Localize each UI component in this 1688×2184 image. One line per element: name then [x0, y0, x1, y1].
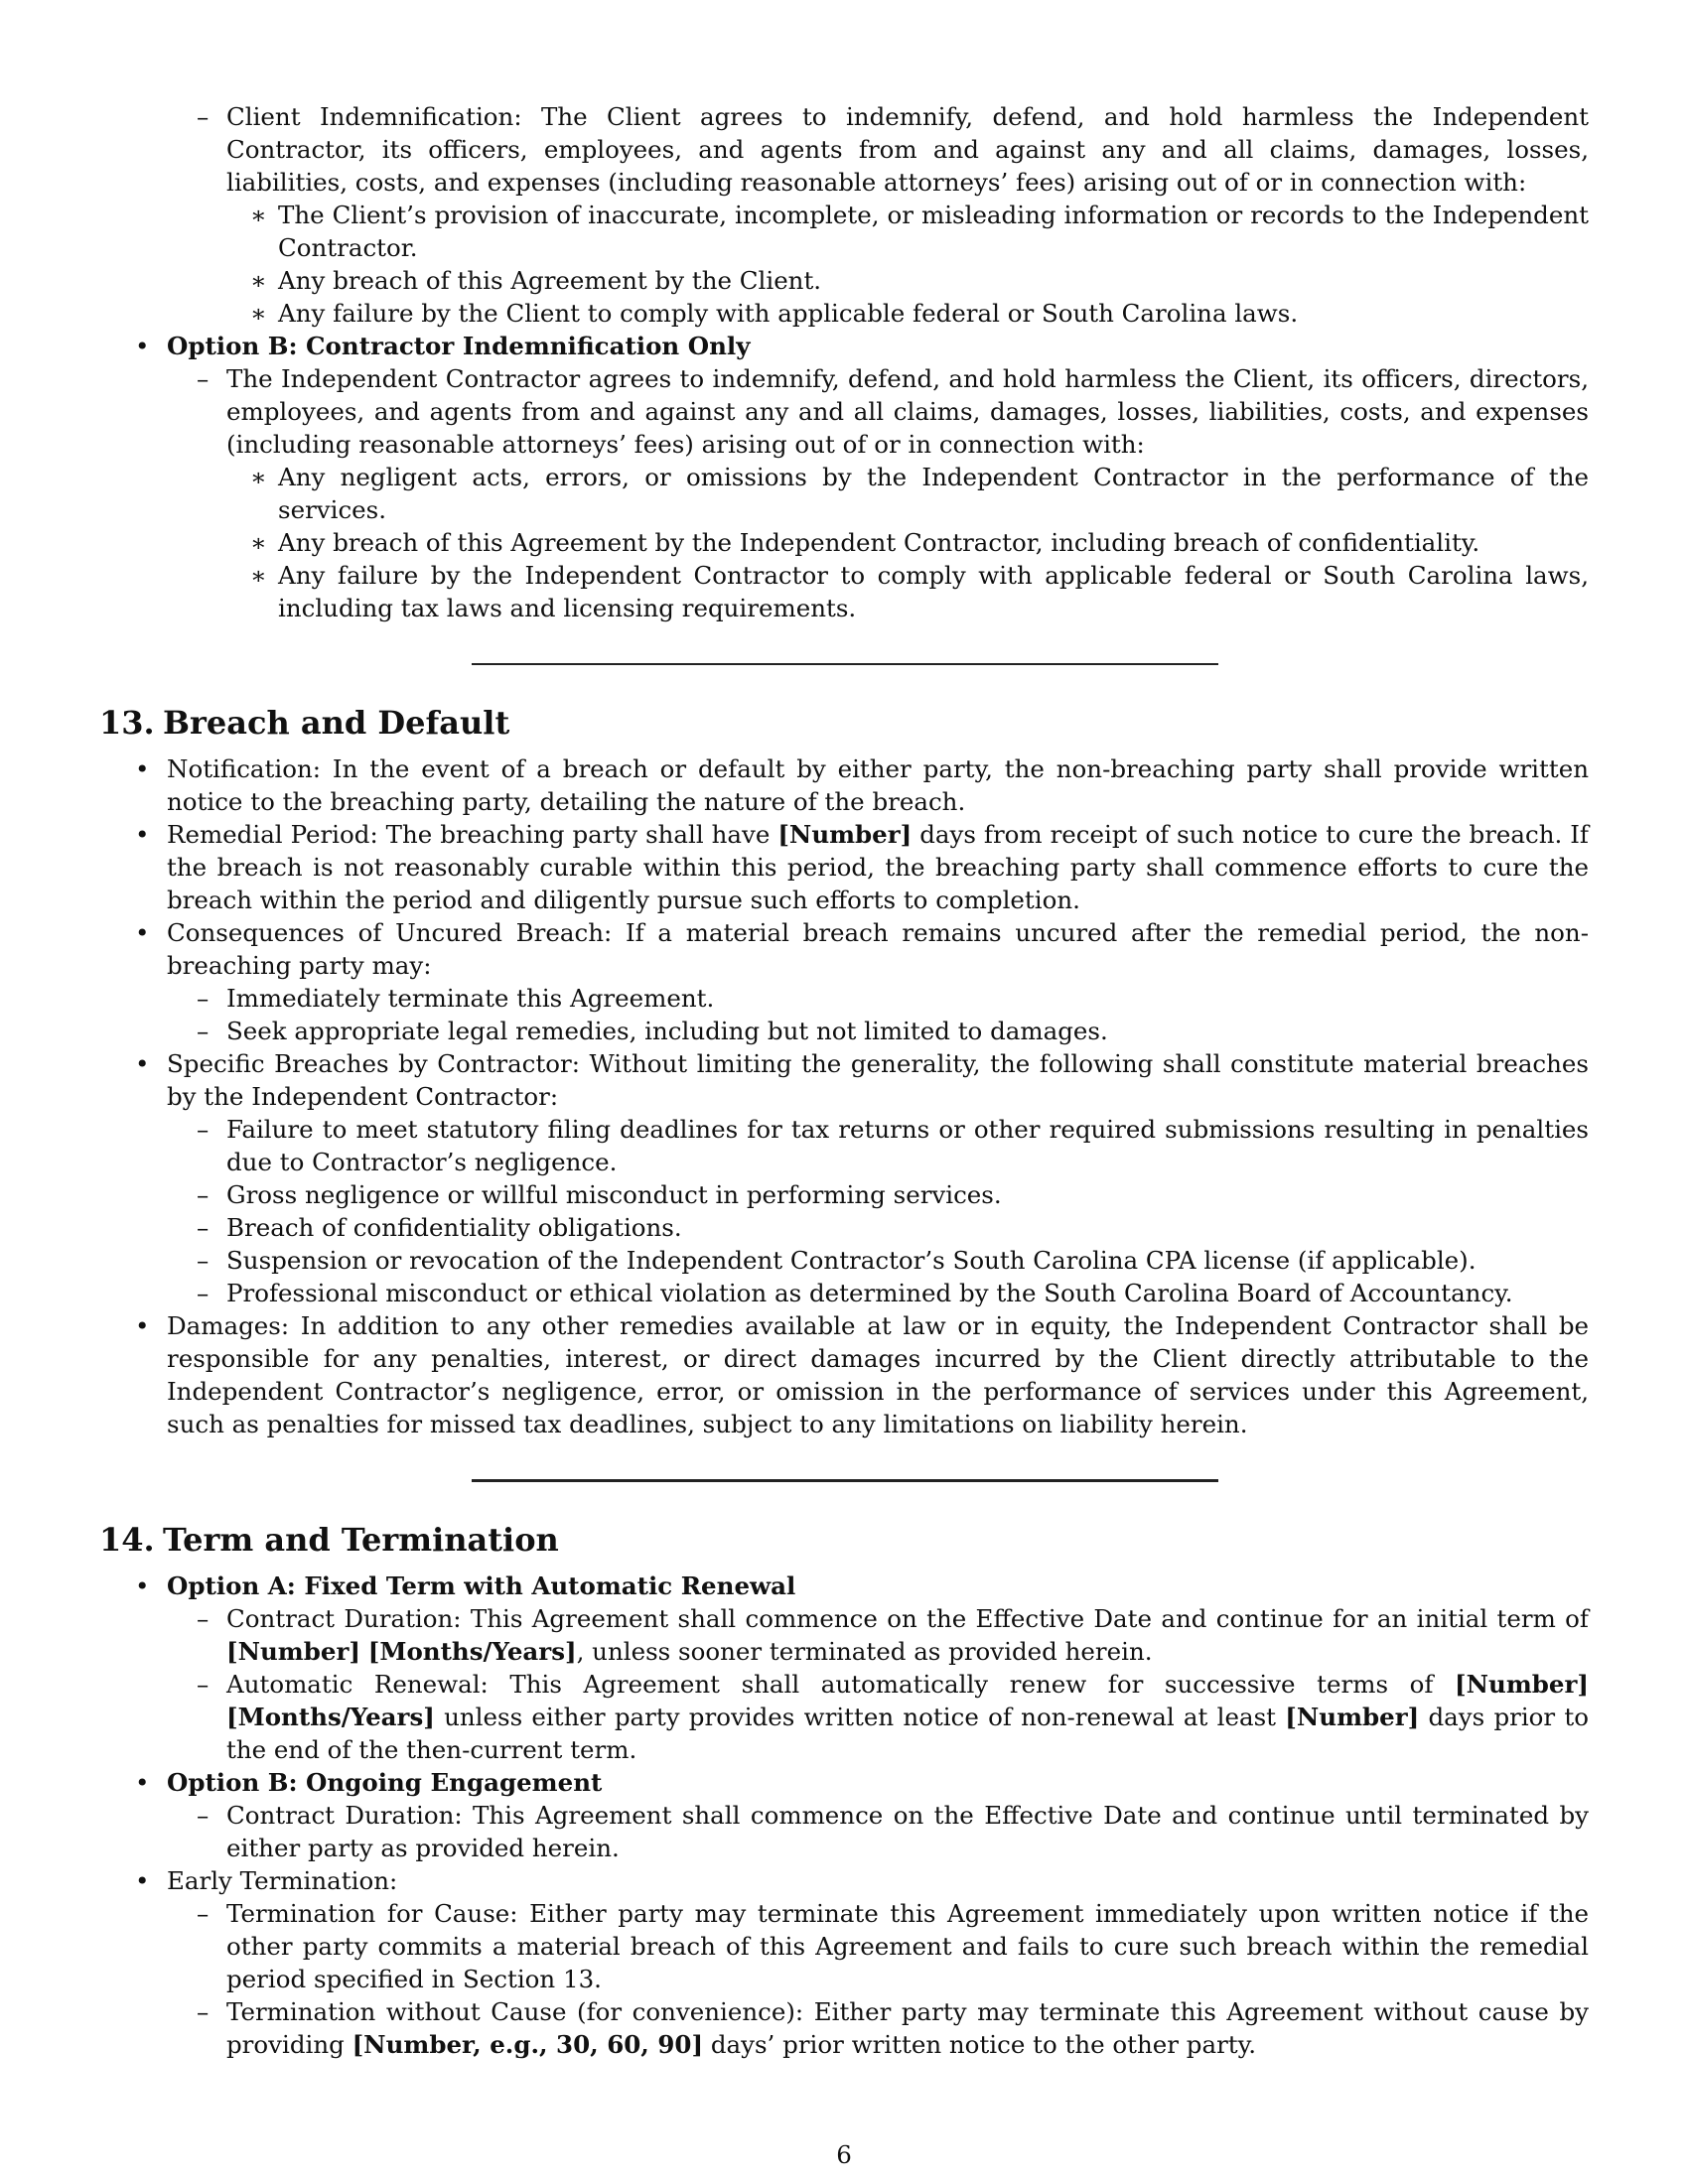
- placeholder-field: [Number]: [1455, 1670, 1589, 1699]
- duration-b-text: Contract Duration: This Agreement shall commence on the Effective Date and continue until terminated by either party as provided herein.: [226, 1801, 1589, 1862]
- placeholder-field: [Number]: [226, 1637, 360, 1666]
- section-number: 13.: [99, 704, 155, 742]
- list-item: [99, 559, 1589, 624]
- section-number: 14.: [99, 1521, 155, 1559]
- list-item: [99, 1602, 1589, 1668]
- duration-a-text-end: , unless sooner terminated as provided herein.: [576, 1637, 1153, 1666]
- dash-marker: –: [197, 1604, 210, 1633]
- list-item: [99, 1309, 1589, 1440]
- list-item: [99, 1668, 1589, 1766]
- placeholder-field: [Months/Years]: [367, 1637, 577, 1666]
- consequences-text: Consequences of Uncured Breach: If a material breach remains uncured after the remedial period, the non-breaching party may:: [167, 918, 1589, 980]
- remedial-text-end: days from receipt of such notice to cure the breach. If the breach is not reasonably curable within this period, the breaching party shall commence efforts to cure the breach within the period and diligently pursue such efforts to completion.: [167, 820, 1589, 914]
- bullet-marker: •: [135, 918, 150, 947]
- list-item: [99, 1277, 1589, 1309]
- bullet-marker: •: [135, 1866, 150, 1895]
- option-b-heading: Option B: Ongoing Engagement: [167, 1768, 603, 1797]
- section-divider: [472, 663, 1218, 665]
- list-item: [99, 1047, 1589, 1113]
- list-item: [99, 1799, 1589, 1864]
- early-termination-text: Early Termination:: [167, 1866, 398, 1895]
- star-marker: ∗: [250, 561, 267, 590]
- dash-marker: –: [197, 102, 210, 131]
- damages-text: Damages: In addition to any other remedies available at law or in equity, the Independent Contractor shall be responsible for any penalties, interest, or direct damages incurred by the Client directly attributable to the Independent Contractor’s negligence, error, or omission in the performance of services under this Agreement, such as penalties for missed tax deadlines, subject to any limitations on liability herein.: [167, 1311, 1589, 1438]
- star-marker: ∗: [250, 463, 267, 491]
- list-item-text: The Independent Contractor agrees to indemnify, defend, and hold harmless the Client, its officers, directors, employees, and agents from and against any and all claims, damages, losses, liabilities, costs, and expenses (including reasonable attorneys’ fees) arising out of or in connection with:: [226, 364, 1589, 459]
- option-b-heading: Option B: Contractor Indemnification Only: [167, 332, 751, 360]
- placeholder-field: [Months/Years]: [226, 1703, 435, 1731]
- list-item-text: Seek appropriate legal remedies, including but not limited to damages.: [226, 1017, 1108, 1045]
- bullet-marker: •: [135, 754, 150, 783]
- list-item-text: Any negligent acts, errors, or omissions by the Independent Contractor in the performance of the services.: [278, 463, 1589, 524]
- list-item: [99, 1995, 1589, 2061]
- section-divider: [472, 1479, 1218, 1482]
- bullet-marker: •: [135, 1049, 150, 1078]
- list-item: [99, 1864, 1589, 1897]
- list-item-text: Suspension or revocation of the Independent Contractor’s South Carolina CPA license (if applicable).: [226, 1246, 1477, 1275]
- dash-marker: –: [197, 1017, 210, 1045]
- list-item: [99, 1015, 1589, 1047]
- list-item-text: Failure to meet statutory filing deadlines for tax returns or other required submissions resulting in penalties due to Contractor’s negligence.: [226, 1115, 1589, 1176]
- list-item-text: Any breach of this Agreement by the Independent Contractor, including breach of confidentiality.: [278, 528, 1480, 557]
- list-item: [99, 461, 1589, 526]
- list-item-text: The Client’s provision of inaccurate, incomplete, or misleading information or records to the Independent Contractor.: [278, 201, 1589, 262]
- list-item: [99, 1244, 1589, 1277]
- dash-marker: –: [197, 1246, 210, 1275]
- without-cause-text-start: Termination without Cause (for convenience): Either party may terminate this Agreement without cause by providing: [226, 1997, 1589, 2059]
- page-number: 6: [836, 2140, 852, 2169]
- notification-text: Notification: In the event of a breach or default by either party, the non-breaching party shall provide written notice to the breaching party, detailing the nature of the breach.: [167, 754, 1589, 816]
- list-item-text: Breach of confidentiality obligations.: [226, 1213, 682, 1242]
- for-cause-text: Termination for Cause: Either party may terminate this Agreement immediately upon written notice if the other party commits a material breach of this Agreement and fails to cure such breach within the remedial period specified in Section 13.: [226, 1899, 1589, 1993]
- star-marker: ∗: [250, 528, 267, 557]
- bullet-marker: •: [135, 1571, 150, 1600]
- option-b-indemnification: [99, 330, 1589, 362]
- client-indemnification-item: [99, 100, 1589, 199]
- page-content: [99, 100, 1589, 2061]
- list-item: [99, 1178, 1589, 1211]
- list-item-text: Professional misconduct or ethical violation as determined by the South Carolina Board of Accountancy.: [226, 1279, 1513, 1307]
- placeholder-field: [Number]: [777, 820, 913, 849]
- duration-a-text-start: Contract Duration: This Agreement shall commence on the Effective Date and continue for an initial term of: [226, 1604, 1589, 1633]
- section-title: Term and Termination: [163, 1521, 559, 1559]
- list-item: [99, 1211, 1589, 1244]
- list-item-text: Gross negligence or willful misconduct in performing services.: [226, 1180, 1002, 1209]
- dash-marker: –: [197, 1997, 210, 2026]
- list-item-text: Any failure by the Independent Contractor to comply with applicable federal or South Carolina laws, including tax laws and licensing requirements.: [278, 561, 1589, 622]
- renewal-text-start: Automatic Renewal: This Agreement shall automatically renew for successive terms of: [226, 1670, 1456, 1699]
- list-item: [99, 199, 1589, 264]
- list-item: [99, 916, 1589, 982]
- client-indemnification-text: Client Indemnification: The Client agrees to indemnify, defend, and hold harmless the Independent Contractor, its officers, employees, and agents from and against any and all claims, damages, losses, liabilities, costs, and expenses (including reasonable attorneys’ fees) arising out of or in connection with:: [226, 102, 1589, 197]
- list-item: [99, 1897, 1589, 1995]
- renewal-text-end: days prior to the end of the then-current term.: [226, 1703, 1589, 1764]
- list-item: [99, 264, 1589, 297]
- section-13-heading: [99, 703, 1589, 743]
- list-item: [99, 1113, 1589, 1178]
- list-item-text: Immediately terminate this Agreement.: [226, 984, 715, 1013]
- list-item: [99, 362, 1589, 461]
- dash-marker: –: [197, 1180, 210, 1209]
- section-14-heading: [99, 1520, 1589, 1560]
- list-item: [99, 526, 1589, 559]
- placeholder-field: [Number]: [1285, 1703, 1420, 1731]
- option-a-heading: Option A: Fixed Term with Automatic Renewal: [167, 1571, 796, 1600]
- dash-marker: –: [197, 1670, 210, 1699]
- list-item: [99, 1570, 1589, 1602]
- list-item: [99, 297, 1589, 330]
- dash-marker: –: [197, 1115, 210, 1144]
- bullet-marker: •: [135, 1768, 150, 1797]
- dash-marker: –: [197, 1899, 210, 1928]
- without-cause-text-end: days’ prior written notice to the other party.: [703, 2030, 1256, 2059]
- dash-marker: –: [197, 1279, 210, 1307]
- bullet-marker: •: [135, 332, 150, 360]
- list-item-text: Any breach of this Agreement by the Client.: [278, 266, 822, 295]
- renewal-text-mid: unless either party provides written notice of non-renewal at least: [434, 1703, 1286, 1731]
- list-item-text: Any failure by the Client to comply with applicable federal or South Carolina laws.: [278, 299, 1299, 328]
- list-item: [99, 752, 1589, 818]
- list-item: [99, 982, 1589, 1015]
- dash-marker: –: [197, 1213, 210, 1242]
- star-marker: ∗: [250, 201, 267, 229]
- list-item: [99, 818, 1589, 916]
- section-title: Breach and Default: [163, 704, 510, 742]
- dash-marker: –: [197, 1801, 210, 1830]
- placeholder-field: [Number, e.g., 30, 60, 90]: [352, 2030, 704, 2059]
- bullet-marker: •: [135, 1311, 150, 1340]
- list-item: [99, 1766, 1589, 1799]
- dash-marker: –: [197, 364, 210, 393]
- bullet-marker: •: [135, 820, 150, 849]
- star-marker: ∗: [250, 299, 267, 328]
- specific-breaches-text: Specific Breaches by Contractor: Without limiting the generality, the following shall constitute material breaches by the Independent Contractor:: [167, 1049, 1589, 1111]
- dash-marker: –: [197, 984, 210, 1013]
- star-marker: ∗: [250, 266, 267, 295]
- remedial-text-start: Remedial Period: The breaching party shall have: [167, 820, 778, 849]
